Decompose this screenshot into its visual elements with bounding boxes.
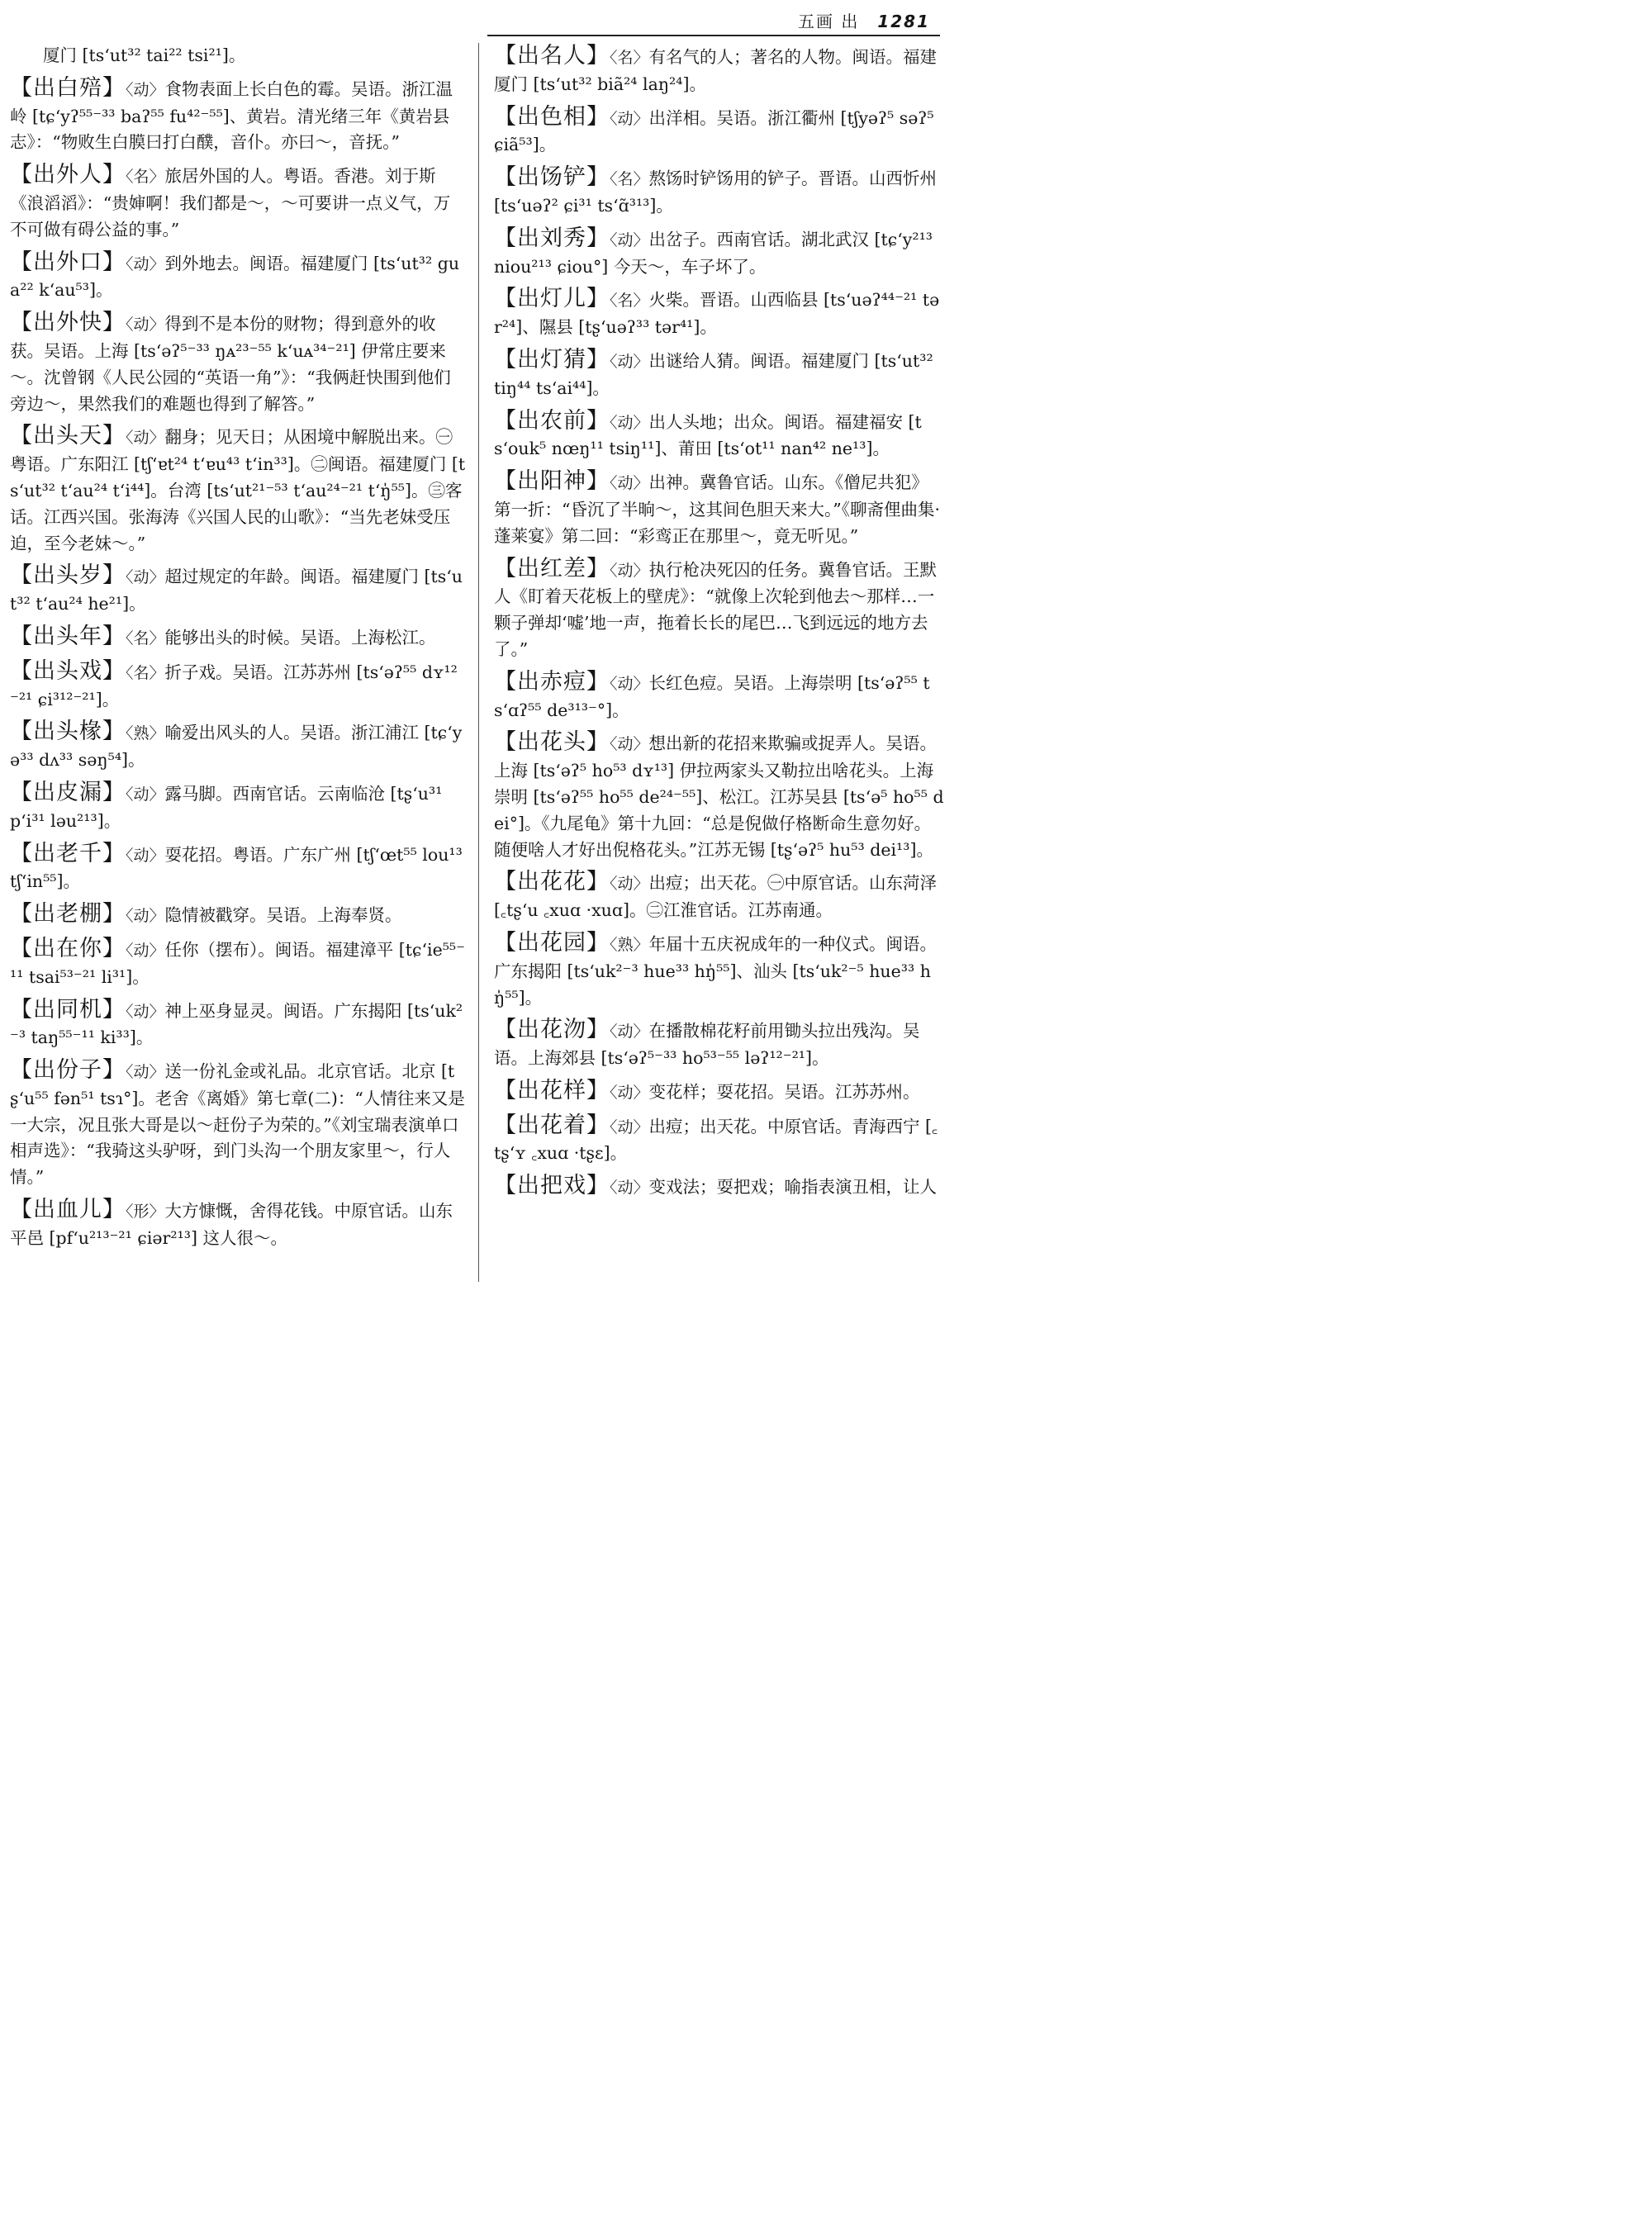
part-of-speech: 〈动〉	[126, 1063, 165, 1082]
part-of-speech: 〈动〉	[126, 316, 165, 334]
dictionary-entry	[494, 556, 944, 663]
entry-definition: 食物表面上长白色的霉。吴语。浙江温岭 [tɕ‘yʔ⁵⁵⁻³³ baʔ⁵⁵ fu⁴²⁻⁵⁵]、黄岩。清光绪三年《黄岩县志》：“物败生白膜曰打白醭，音仆。亦曰～，音抚。”	[10, 78, 453, 153]
entry-definition: 露马脚。西南官话。云南临沧 [tʂ‘u³¹ p‘i³¹ ləu²¹³]。	[10, 783, 443, 831]
part-of-speech: 〈动〉	[126, 941, 165, 960]
dictionary-entry	[494, 468, 944, 549]
entry-continuation	[10, 43, 466, 69]
dictionary-entry	[494, 164, 944, 220]
entry-definition: 变花样；耍花招。吴语。江苏苏州。	[648, 1081, 920, 1102]
page-header	[0, 0, 955, 43]
part-of-speech: 〈动〉	[610, 1179, 649, 1198]
part-of-speech: 〈名〉	[126, 629, 165, 648]
entry-headword: 【出灯儿】	[494, 286, 610, 312]
dictionary-entry	[10, 936, 466, 991]
part-of-speech: 〈形〉	[126, 1203, 165, 1222]
part-of-speech: 〈名〉	[126, 663, 165, 682]
dictionary-entry	[10, 75, 466, 156]
dictionary-entry	[10, 719, 466, 774]
entry-headword: 【出把戏】	[494, 1173, 610, 1199]
entry-definition: 熬饧时铲饧用的铲子。晋语。山西忻州 [ts‘uəʔ² ɕi³¹ ts‘ɑ̃³¹³]。	[494, 168, 938, 216]
entry-headword: 【出红差】	[494, 555, 610, 581]
dictionary-entry	[10, 162, 466, 243]
entry-definition: 送一份礼金或礼品。北京官话。北京 [tʂ‘u⁵⁵ fən⁵¹ tsɿ°]。老舍《离婚》第七章(二)：“人情往来又是一大宗，况且张大哥是以～赶份子为荣的。”《刘宝瑞表演单口相声选》：“我骑这头驴呀，到门头沟一个朋友家里～，行人情。”	[10, 1061, 465, 1188]
dictionary-entry	[494, 1113, 944, 1168]
entry-definition: 出谜给人猜。闽语。福建厦门 [ts‘ut³² tiŋ⁴⁴ ts‘ai⁴⁴]。	[494, 350, 933, 398]
entry-headword: 【出花着】	[494, 1112, 610, 1138]
dictionary-entry	[494, 347, 944, 402]
entry-definition: 旅居外国的人。粤语。香港。刘于斯《浪滔滔》：“贵婶啊！我们都是～，～可要讲一点义气，万不可做有碍公益的事。”	[10, 166, 451, 240]
entry-definition: 喻爱出风头的人。吴语。浙江浦江 [tɕ‘yə³³ dʌ³³ səŋ⁵⁴]。	[10, 723, 463, 771]
part-of-speech: 〈动〉	[610, 674, 649, 693]
entry-definition: 出人头地；出众。闽语。福建福安 [ts‘ouk⁵ nœŋ¹¹ tsiŋ¹¹]、莆田 [ts‘ot¹¹ nan⁴² ne¹³]。	[494, 411, 922, 459]
entry-definition: 隐情被戳穿。吴语。上海奉贤。	[164, 905, 402, 926]
part-of-speech: 〈动〉	[126, 429, 165, 448]
entry-headword: 【出色相】	[494, 103, 610, 130]
dictionary-entry	[494, 1017, 944, 1072]
entry-definition: 超过规定的年龄。闽语。福建厦门 [ts‘ut³² t‘au²⁴ he²¹]。	[10, 567, 463, 614]
header-rule	[487, 35, 940, 36]
dictionary-entry	[10, 841, 466, 896]
dictionary-entry	[494, 286, 944, 341]
part-of-speech: 〈名〉	[610, 170, 649, 189]
entry-definition: 有名气的人；著名的人物。闽语。福建厦门 [ts‘ut³² biã²⁴ laŋ²⁴]。	[494, 47, 938, 94]
entry-definition: 执行枪决死囚的任务。冀鲁官话。王默人《盯着天花板上的壁虎》：“就像上次轮到他去～那样…一颗子弹却‘嘘’地一声，拖着长长的尾巴…飞到远远的地方去了。”	[494, 559, 938, 659]
entry-headword: 【出头椽】	[10, 719, 126, 745]
entry-definition: 能够出头的时候。吴语。上海松江。	[164, 627, 436, 648]
part-of-speech: 〈动〉	[610, 561, 649, 580]
entry-headword: 【出农前】	[494, 407, 610, 434]
column-divider	[478, 43, 479, 1282]
part-of-speech: 〈动〉	[610, 413, 649, 432]
entry-definition: 神上巫身显灵。闽语。广东揭阳 [ts‘uk²⁻³ taŋ⁵⁵⁻¹¹ ki³³]。	[10, 1000, 463, 1048]
entry-headword: 【出在你】	[10, 935, 126, 961]
entry-headword: 【出白殕】	[10, 74, 126, 101]
part-of-speech: 〈动〉	[610, 352, 649, 371]
entry-definition: 耍花招。粤语。广东广州 [tʃ‘œt⁵⁵ lou¹³ tʃ‘in⁵⁵]。	[10, 844, 463, 892]
dictionary-entry	[10, 562, 466, 618]
dictionary-entry	[10, 624, 466, 652]
part-of-speech: 〈动〉	[610, 1022, 649, 1041]
entry-definition: 任你（摆布）。闽语。福建漳平 [tɕ‘ie⁵⁵⁻¹¹ tsai⁵³⁻²¹ li³¹]。	[10, 939, 465, 987]
dictionary-entry	[10, 423, 466, 557]
entry-headword: 【出花花】	[494, 869, 610, 895]
dictionary-entry	[10, 310, 466, 417]
dictionary-entry	[10, 658, 466, 714]
entry-definition: 想出新的花招来欺骗或捉弄人。吴语。上海 [ts‘əʔ⁵ ho⁵³ dʏ¹³] 伊拉两家头又勒拉出啥花头。上海崇明 [ts‘əʔ⁵⁵ ho⁵⁵ de²⁴⁻⁵⁵]、松江。江苏吴县 [ts‘ə⁵ ho⁵⁵ dei°]。《九尾龟》第十九回：“总是倪做仔格断命生意勿好。随便啥人才好出倪格花头。”江苏无锡 [tʂ‘əʔ⁵ hu⁵³ dei¹³]。	[494, 733, 944, 860]
part-of-speech: 〈动〉	[610, 109, 649, 128]
entry-headword: 【出皮漏】	[10, 779, 126, 805]
right-column	[494, 43, 944, 1282]
entry-definition: 火柴。晋语。山西临县 [ts‘uəʔ⁴⁴⁻²¹ tər²⁴]、隰县 [tʂ‘uəʔ³³ tər⁴¹]。	[494, 290, 940, 338]
entry-definition: 长红色痘。吴语。上海崇明 [ts‘əʔ⁵⁵ ts‘ɑʔ⁵⁵ de³¹³⁻°]。	[494, 672, 930, 720]
entry-headword: 【出赤痘】	[494, 668, 610, 695]
running-header	[798, 8, 930, 32]
entry-headword: 【出名人】	[494, 43, 610, 69]
entry-headword: 【出头天】	[10, 423, 126, 449]
part-of-speech: 〈动〉	[610, 474, 649, 493]
dictionary-entry	[494, 930, 944, 1011]
part-of-speech: 〈动〉	[610, 230, 649, 249]
entry-headword: 【出外快】	[10, 310, 126, 336]
entry-headword: 【出血儿】	[10, 1197, 126, 1223]
dictionary-entry	[494, 43, 944, 98]
entry-headword: 【出外人】	[10, 162, 126, 188]
entry-definition: 出洋相。吴语。浙江衢州 [tʃyəʔ⁵ səʔ⁵ ɕiã⁵³]。	[494, 107, 934, 155]
entry-headword: 【出刘秀】	[494, 225, 610, 251]
section-title: 五画 出	[797, 12, 860, 31]
part-of-speech: 〈动〉	[126, 907, 165, 926]
entry-definition: 得到不是本份的财物；得到意外的收获。吴语。上海 [ts‘əʔ⁵⁻³³ ŋᴀ²³⁻⁵⁵ k‘uᴀ³⁴⁻²¹] 伊常庄要来～。沈曾钢《人民公园的“英语一角”》：“我俩赶快围到他们旁边～，果然我们的难题也得到了解答。”	[10, 314, 451, 414]
dictionary-entry	[10, 901, 466, 930]
dictionary-entry	[494, 669, 944, 724]
entry-definition: 变戏法；耍把戏；喻指表演丑相，让人	[648, 1177, 938, 1198]
part-of-speech: 〈名〉	[126, 168, 165, 187]
dictionary-entry	[494, 729, 944, 863]
entry-definition: 年届十五庆祝成年的一种仪式。闽语。广东揭阳 [ts‘uk²⁻³ hue³³ hŋ̍⁵⁵]、汕头 [ts‘uk²⁻⁵ hue³³ hŋ̍⁵⁵]。	[494, 933, 938, 1008]
entry-headword: 【出外口】	[10, 249, 126, 275]
entry-definition: 出岔子。西南官话。湖北武汉 [tɕ‘y²¹³ niou²¹³ ɕiou°] 今天～，车子坏了。	[494, 229, 933, 277]
part-of-speech: 〈动〉	[126, 80, 165, 99]
entry-headword: 【出头岁】	[10, 562, 126, 589]
entry-headword: 【出花样】	[494, 1077, 610, 1103]
entry-definition: 出神。冀鲁官话。山东。《僧尼共犯》第一折：“昏沉了半晌～，这其间色胆天来大。”《聊斋俚曲集·蓬莱宴》第二回：“彩鸾正在那里～，竟无听见。”	[494, 472, 940, 546]
part-of-speech: 〈名〉	[610, 49, 649, 67]
dictionary-entry	[10, 780, 466, 835]
part-of-speech: 〈熟〉	[610, 935, 649, 954]
part-of-speech: 〈动〉	[610, 875, 649, 894]
part-of-speech: 〈动〉	[126, 846, 165, 865]
part-of-speech: 〈动〉	[126, 1002, 165, 1021]
entry-headword: 【出老棚】	[10, 901, 126, 928]
dictionary-entry	[494, 869, 944, 924]
entry-headword: 【出阳神】	[494, 468, 610, 495]
entry-headword: 【出同机】	[10, 996, 126, 1022]
entry-headword: 【出饧铲】	[494, 164, 610, 191]
entry-definition: 出痘；出天花。㊀中原官话。山东菏泽 [꜀tʂ‘u ꜀xuɑ ·xuɑ]。㊁江淮官话。江苏南通。	[494, 873, 938, 921]
entry-definition: 厦门 [ts‘ut³² tai²² tsi²¹]。	[43, 45, 246, 65]
dictionary-entry	[10, 997, 466, 1052]
entry-definition: 到外地去。闽语。福建厦门 [ts‘ut³² gua²² k‘au⁵³]。	[10, 253, 460, 301]
dictionary-entry	[10, 249, 466, 305]
entry-headword: 【出花园】	[494, 929, 610, 956]
entry-headword: 【出份子】	[10, 1057, 126, 1084]
part-of-speech: 〈动〉	[126, 568, 165, 587]
entry-headword: 【出花沕】	[494, 1017, 610, 1043]
entry-definition: 在播散棉花籽前用锄头拉出残沟。吴语。上海郊县 [ts‘əʔ⁵⁻³³ ho⁵³⁻⁵⁵ ləʔ¹²⁻²¹]。	[494, 1021, 920, 1069]
part-of-speech: 〈动〉	[610, 735, 649, 754]
entry-headword: 【出老千】	[10, 840, 126, 866]
dictionary-entry	[494, 408, 944, 463]
entry-headword: 【出花头】	[494, 729, 610, 756]
part-of-speech: 〈动〉	[610, 1117, 649, 1136]
part-of-speech: 〈动〉	[126, 254, 165, 273]
entry-headword: 【出头戏】	[10, 657, 126, 684]
dictionary-entry	[494, 104, 944, 159]
part-of-speech: 〈动〉	[610, 1083, 649, 1102]
dictionary-entry	[494, 1173, 944, 1202]
entry-headword: 【出头年】	[10, 623, 126, 649]
entry-definition: 出痘；出天花。中原官话。青海西宁 [꜀tʂ‘ʏ ꜀xuɑ ·tʂɛ]。	[494, 1116, 938, 1164]
page-number: 1281	[877, 12, 930, 31]
left-column	[10, 43, 466, 1282]
dictionary-entry	[10, 1197, 466, 1252]
entry-definition: 翻身；见天日；从困境中解脱出来。㊀粤语。广东阳江 [tʃ‘ɐt²⁴ t‘ɐu⁴³ t‘in³³]。㊁闽语。福建厦门 [ts‘ut³² t‘au²⁴ t‘i⁴⁴]。台湾 [ts‘ut²¹⁻⁵³ t‘au²⁴⁻²¹ t‘ŋ̍⁵⁵]。㊂客话。江西兴国。张海涛《兴国人民的山歌》：“当先老妹受压迫，至今老妹～。”	[10, 427, 466, 553]
dictionary-entry	[494, 1078, 944, 1107]
part-of-speech: 〈动〉	[126, 785, 165, 804]
part-of-speech: 〈熟〉	[126, 724, 165, 743]
part-of-speech: 〈名〉	[610, 292, 649, 311]
entry-headword: 【出灯猜】	[494, 346, 610, 372]
dictionary-entry	[10, 1057, 466, 1191]
entry-definition: 折子戏。吴语。江苏苏州 [ts‘əʔ⁵⁵ dʏ¹²⁻²¹ ɕi³¹²⁻²¹]。	[10, 662, 458, 709]
entry-definition: 大方慷慨，舍得花钱。中原官话。山东平邑 [pf‘u²¹³⁻²¹ ɕiər²¹³] 这人很～。	[10, 1201, 453, 1248]
dictionary-entry	[494, 225, 944, 281]
